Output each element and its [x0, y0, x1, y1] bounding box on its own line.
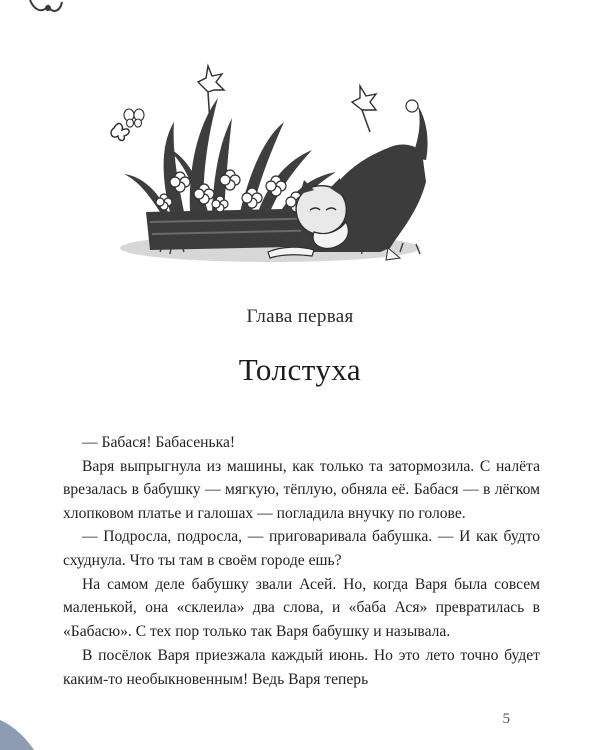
chapter-title: Толстуха: [238, 352, 362, 387]
paragraph: На самом деле бабушку звали Асей. Но, когда Варя была совсем маленькой, она «склеила» два слова, и «баба Ася» превратилась в «Бабасю». С тех пор только так Варя бабушку и называла.: [63, 575, 540, 640]
body-text: [63, 431, 540, 692]
corner-shadow-icon: [0, 712, 36, 750]
page-number: 5: [502, 711, 510, 727]
paragraph: Варя выпрыгнула из машины, как только та затормозила. С налёта врезалась в бабушку — мягкую, тёплую, обняла её. Бабася — в лёгком хлопковом платье и галошах — погладила внучку по голове.: [63, 457, 540, 522]
paragraph: — Подросла, подросла, — приговаривала бабушка. — И как будто схуднула. Что ты там в своём городе ешь?: [63, 528, 540, 569]
corner-ornament-icon: [28, 0, 64, 22]
flowerbed-with-cat-illustration: [100, 62, 460, 274]
paragraph: — Бабася! Бабасенька!: [82, 434, 236, 451]
chapter-label: Глава первая: [246, 306, 354, 327]
paragraph: В посёлок Варя приезжала каждый июнь. Но это лето точно будет каким-то необыкновенным! Ведь Варя теперь: [63, 647, 540, 688]
